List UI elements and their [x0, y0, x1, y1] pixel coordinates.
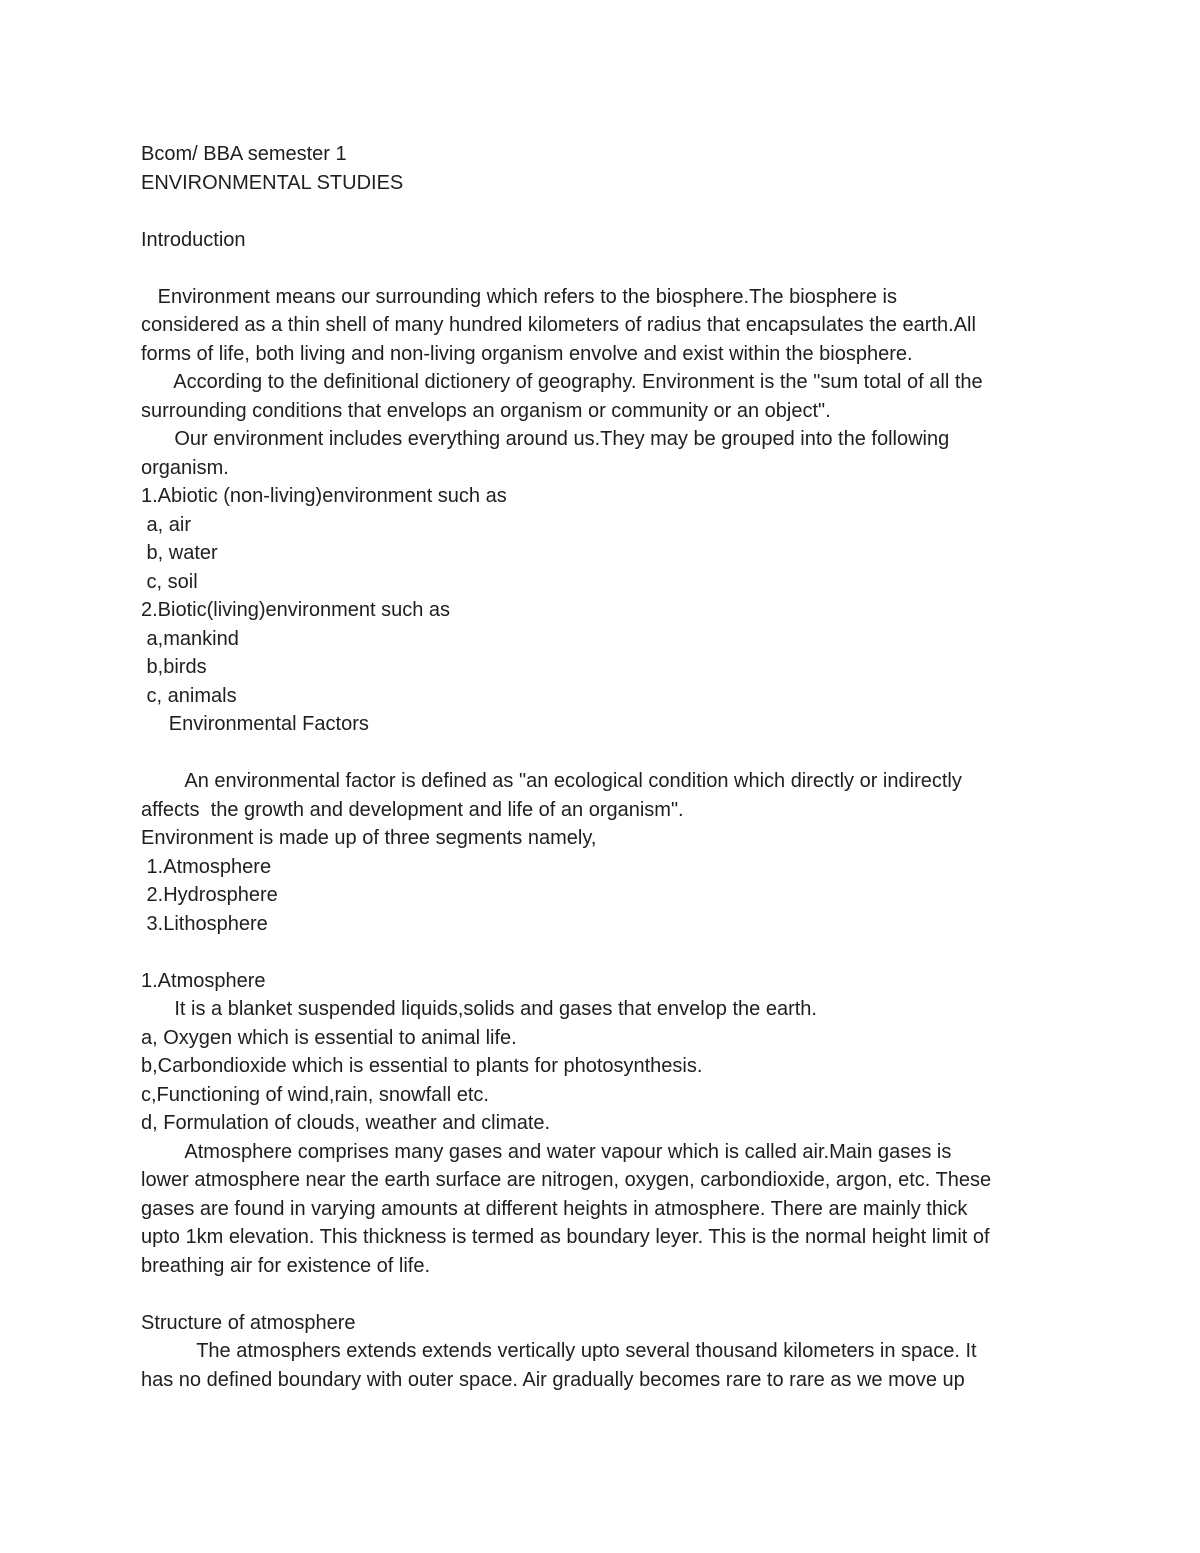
abiotic-item: a, air [141, 513, 192, 536]
intro-heading: Introduction [141, 228, 246, 251]
spacer [141, 739, 1071, 768]
structure-heading: Structure of atmosphere [141, 1311, 356, 1334]
atmosphere-item: b,Carbondioxide which is essential to plants for photosynthesis. [141, 1055, 703, 1077]
segment-item: 1.Atmosphere [141, 855, 272, 878]
factors-line: An environmental factor is defined as "an ecological condition which directly or indirectly [141, 770, 962, 792]
spacer [141, 254, 1071, 283]
segment-item: 2.Hydrosphere [141, 884, 278, 906]
biotic-heading: 2.Biotic(living)environment such as [141, 599, 451, 621]
abiotic-item: b, water [141, 542, 218, 564]
document-body [141, 140, 1071, 1394]
atmosphere-heading: 1.Atmosphere [141, 969, 266, 992]
atmosphere-line: breathing air for existence of life. [141, 1254, 431, 1277]
intro-line: surrounding conditions that envelops an organism or community or an object". [141, 399, 831, 422]
biotic-item: b,birds [141, 656, 207, 678]
biotic-item: c, animals [141, 684, 237, 707]
atmosphere-item: d, Formulation of clouds, weather and climate. [141, 1112, 551, 1134]
abiotic-item: c, soil [141, 570, 198, 593]
abiotic-heading: 1.Abiotic (non-living)environment such as [141, 485, 507, 507]
intro-line: Environment means our surrounding which refers to the biosphere.The biosphere is [141, 285, 897, 308]
atmosphere-item: a, Oxygen which is essential to animal life. [141, 1026, 517, 1049]
atmosphere-line: upto 1km elevation. This thickness is termed as boundary leyer. This is the normal height limit of [141, 1226, 990, 1248]
intro-line: organism. [141, 456, 229, 479]
atmosphere-line: Atmosphere comprises many gases and water vapour which is called air.Main gases is [141, 1140, 952, 1163]
intro-line: forms of life, both living and non-living organism envolve and exist within the biosphere. [141, 342, 913, 365]
intro-line: considered as a thin shell of many hundred kilometers of radius that encapsulates the earth.All [141, 314, 976, 336]
spacer [141, 197, 1071, 226]
biotic-item: a,mankind [141, 627, 239, 650]
atmosphere-line: lower atmosphere near the earth surface are nitrogen, oxygen, carbondioxide, argon, etc. These [141, 1169, 992, 1191]
course-title: Bcom/ BBA semester 1 [141, 143, 347, 165]
spacer [141, 938, 1071, 967]
factors-line: Environment is made up of three segments namely, [141, 827, 597, 849]
intro-line: Our environment includes everything around us.They may be grouped into the following [141, 428, 950, 450]
factors-line: affects the growth and development and life of an organism". [141, 798, 684, 821]
segment-item: 3.Lithosphere [141, 912, 268, 935]
factors-heading: Environmental Factors [141, 713, 369, 735]
subject-title: ENVIRONMENTAL STUDIES [141, 171, 404, 194]
atmosphere-line: gases are found in varying amounts at different heights in atmosphere. There are mainly thick [141, 1197, 968, 1220]
atmosphere-item: c,Functioning of wind,rain, snowfall etc. [141, 1083, 489, 1106]
intro-line: According to the definitional dictionery of geography. Environment is the "sum total of all the [141, 371, 983, 393]
structure-line: The atmosphers extends extends vertically upto several thousand kilometers in space. It [141, 1340, 977, 1362]
spacer [141, 1280, 1071, 1309]
structure-line: has no defined boundary with outer space. Air gradually becomes rare to rare as we move up [141, 1368, 965, 1391]
atmosphere-intro: It is a blanket suspended liquids,solids and gases that envelop the earth. [141, 998, 817, 1020]
